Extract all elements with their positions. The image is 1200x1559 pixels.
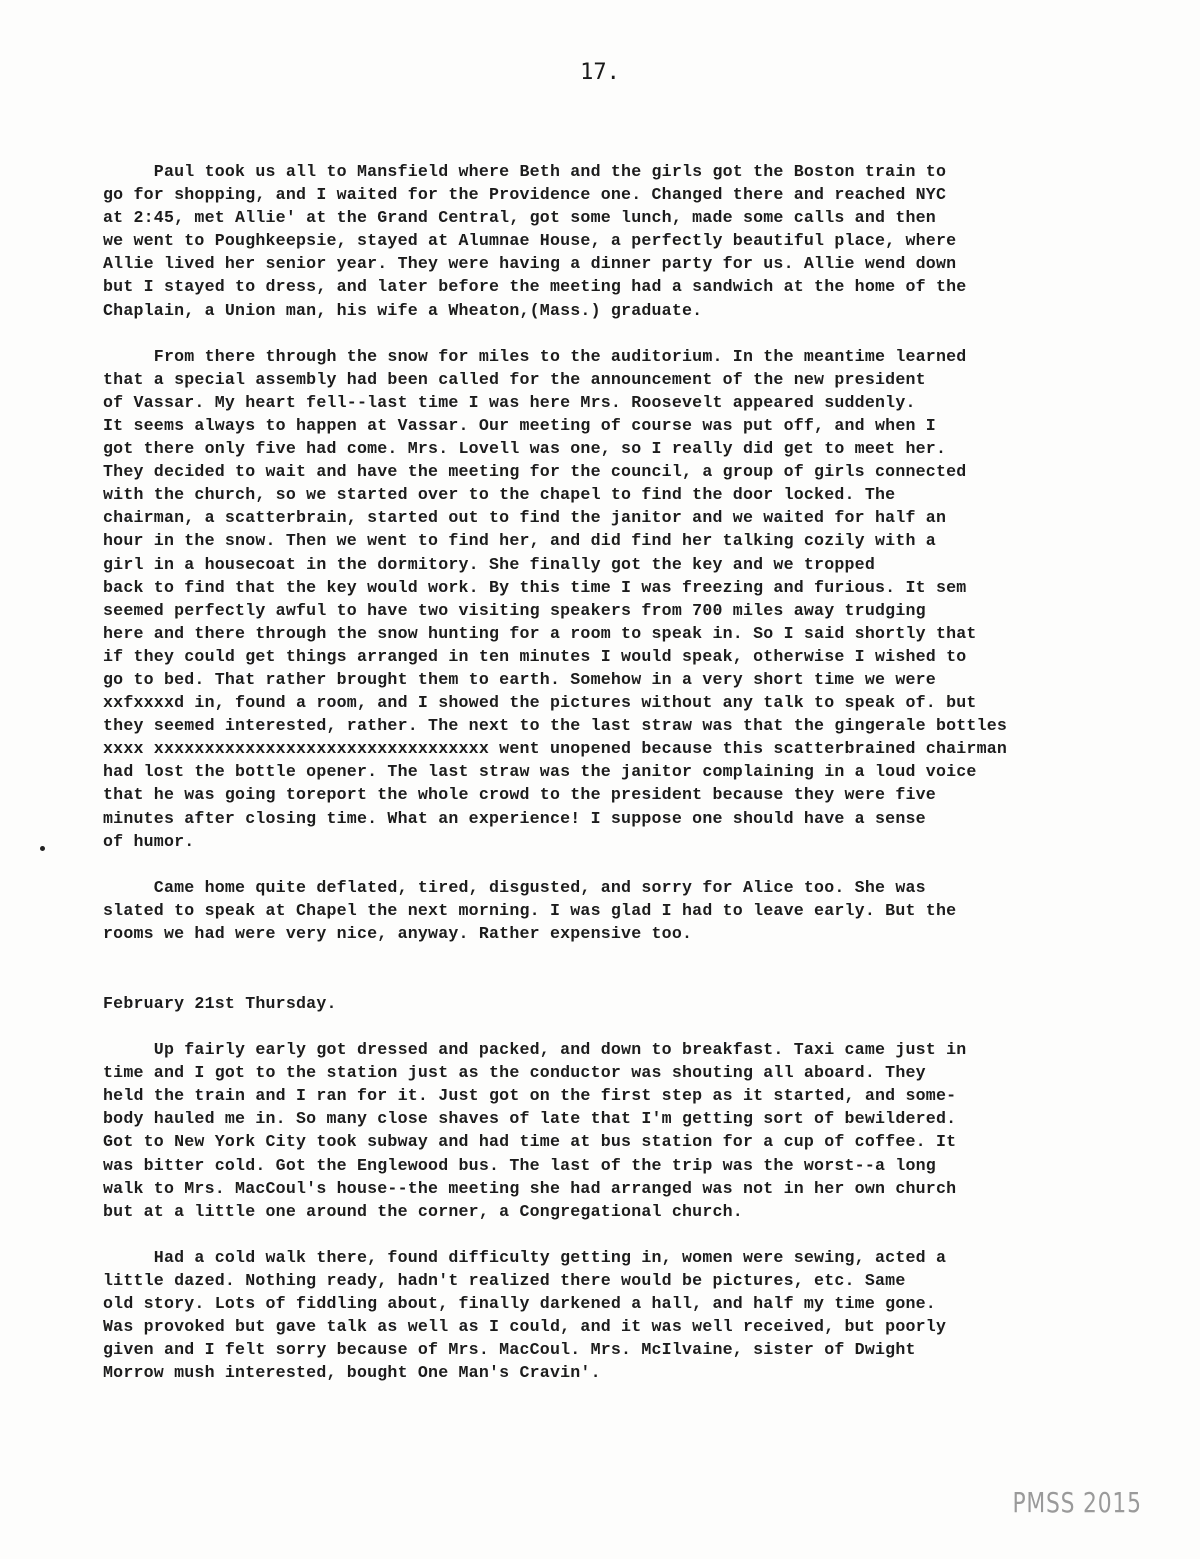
text-line: here and there through the snow hunting for a room to speak in. So I said shortly that (103, 623, 977, 643)
text-line: had lost the bottle opener. The last straw was the janitor complaining in a loud voice (103, 762, 977, 782)
text-line: of Vassar. My heart fell--last time I was here Mrs. Roosevelt appeared suddenly. (103, 392, 916, 412)
text-line: Paul took us all to Mansfield where Beth and the girls got the Boston train to (103, 162, 947, 181)
text-line: given and I felt sorry because of Mrs. MacCoul. Mrs. McIlvaine, sister of Dwight (103, 1340, 916, 1360)
text-line: Up fairly early got dressed and packed, and down to breakfast. Taxi came just in (103, 1040, 967, 1060)
text-line: time and I got to the station just as the conductor was shouting all aboard. They (103, 1063, 926, 1083)
paragraph-1 (103, 160, 1133, 322)
text-line: Had a cold walk there, found difficulty getting in, women were sewing, acted a (103, 1247, 947, 1267)
text-line: Was provoked but gave talk as well as I could, and it was well received, but poorly (103, 1317, 947, 1337)
text-line: was bitter cold. Got the Englewood bus. The last of the trip was the worst--a long (103, 1155, 936, 1175)
archive-watermark: PMSS 2015 (1012, 1486, 1142, 1519)
paragraph-3 (103, 876, 1133, 945)
text-line: but at a little one around the corner, a Congregational church. (103, 1201, 743, 1221)
text-line: hour in the snow. Then we went to find her, and did find her talking cozily with a (103, 531, 936, 551)
text-line: that a special assembly had been called for the announcement of the new president (103, 369, 926, 389)
text-line: go for shopping, and I waited for the Providence one. Changed there and reached NYC (103, 185, 947, 205)
text-line: walk to Mrs. MacCoul's house--the meeting she had arranged was not in her own church (103, 1178, 957, 1198)
margin-dot (40, 846, 45, 851)
paragraph-5 (103, 1246, 1133, 1385)
text-line: got there only five had come. Mrs. Lovell was one, so I really did get to meet her. (103, 439, 947, 459)
text-line: From there through the snow for miles to the auditorium. In the meantime learned (103, 346, 967, 366)
document-body (103, 160, 1133, 1407)
date-heading-text: February 21st Thursday. (103, 994, 337, 1013)
text-line: we went to Poughkeepsie, stayed at Alumnae House, a perfectly beautiful place, where (103, 231, 957, 251)
text-line: rooms we had were very nice, anyway. Rather expensive too. (103, 923, 693, 943)
text-line: go to bed. That rather brought them to earth. Somehow in a very short time we were (103, 669, 936, 689)
text-line: minutes after closing time. What an experience! I suppose one should have a sense (103, 808, 926, 828)
text-line: girl in a housecoat in the dormitory. She finally got the key and we tropped (103, 554, 875, 574)
text-line: that he was going toreport the whole crowd to the president because they were five (103, 785, 936, 805)
text-line: Allie lived her senior year. They were having a dinner party for us. Allie wend down (103, 254, 957, 274)
text-line: old story. Lots of fiddling about, finally darkened a hall, and half my time gone. (103, 1294, 936, 1314)
text-line: held the train and I ran for it. Just got on the first step as it started, and some- (103, 1086, 957, 1106)
text-line: back to find that the key would work. By this time I was freezing and furious. It sem (103, 577, 967, 597)
text-line: They decided to wait and have the meeting for the council, a group of girls connected (103, 462, 967, 482)
text-line: chairman, a scatterbrain, started out to find the janitor and we waited for half an (103, 508, 947, 528)
text-line: Got to New York City took subway and had time at bus station for a cup of coffee. It (103, 1132, 957, 1152)
text-line: xxfxxxxd in, found a room, and I showed the pictures without any talk to speak of. but (103, 693, 977, 713)
text-line: xxxx xxxxxxxxxxxxxxxxxxxxxxxxxxxxxxxxx went unopened because this scatterbrained chairman (103, 739, 1008, 759)
date-heading (103, 992, 1133, 1015)
text-line: Morrow mush interested, bought One Man's Cravin'. (103, 1363, 601, 1383)
text-line: they seemed interested, rather. The next to the last straw was that the gingerale bottles (103, 716, 1008, 736)
text-line: slated to speak at Chapel the next morning. I was glad I had to leave early. But the (103, 900, 957, 920)
page-number: 17. (580, 60, 620, 85)
text-line: with the church, so we started over to the chapel to find the door locked. The (103, 485, 896, 505)
text-line: at 2:45, met Allie' at the Grand Central, got some lunch, made some calls and then (103, 208, 936, 228)
paragraph-2 (103, 345, 1133, 853)
text-line: but I stayed to dress, and later before the meeting had a sandwich at the home of the (103, 277, 967, 297)
text-line: It seems always to happen at Vassar. Our meeting of course was put off, and when I (103, 415, 936, 435)
text-line: Came home quite deflated, tired, disgusted, and sorry for Alice too. She was (103, 877, 926, 897)
text-line: little dazed. Nothing ready, hadn't realized there would be pictures, etc. Same (103, 1270, 906, 1290)
text-line: seemed perfectly awful to have two visiting speakers from 700 miles away trudging (103, 600, 926, 620)
text-line: Chaplain, a Union man, his wife a Wheaton,(Mass.) graduate. (103, 300, 703, 320)
text-line: if they could get things arranged in ten minutes I would speak, otherwise I wished to (103, 646, 967, 666)
paragraph-4 (103, 1038, 1133, 1223)
text-line: body hauled me in. So many close shaves of late that I'm getting sort of bewildered. (103, 1109, 957, 1129)
text-line: of humor. (103, 831, 195, 851)
